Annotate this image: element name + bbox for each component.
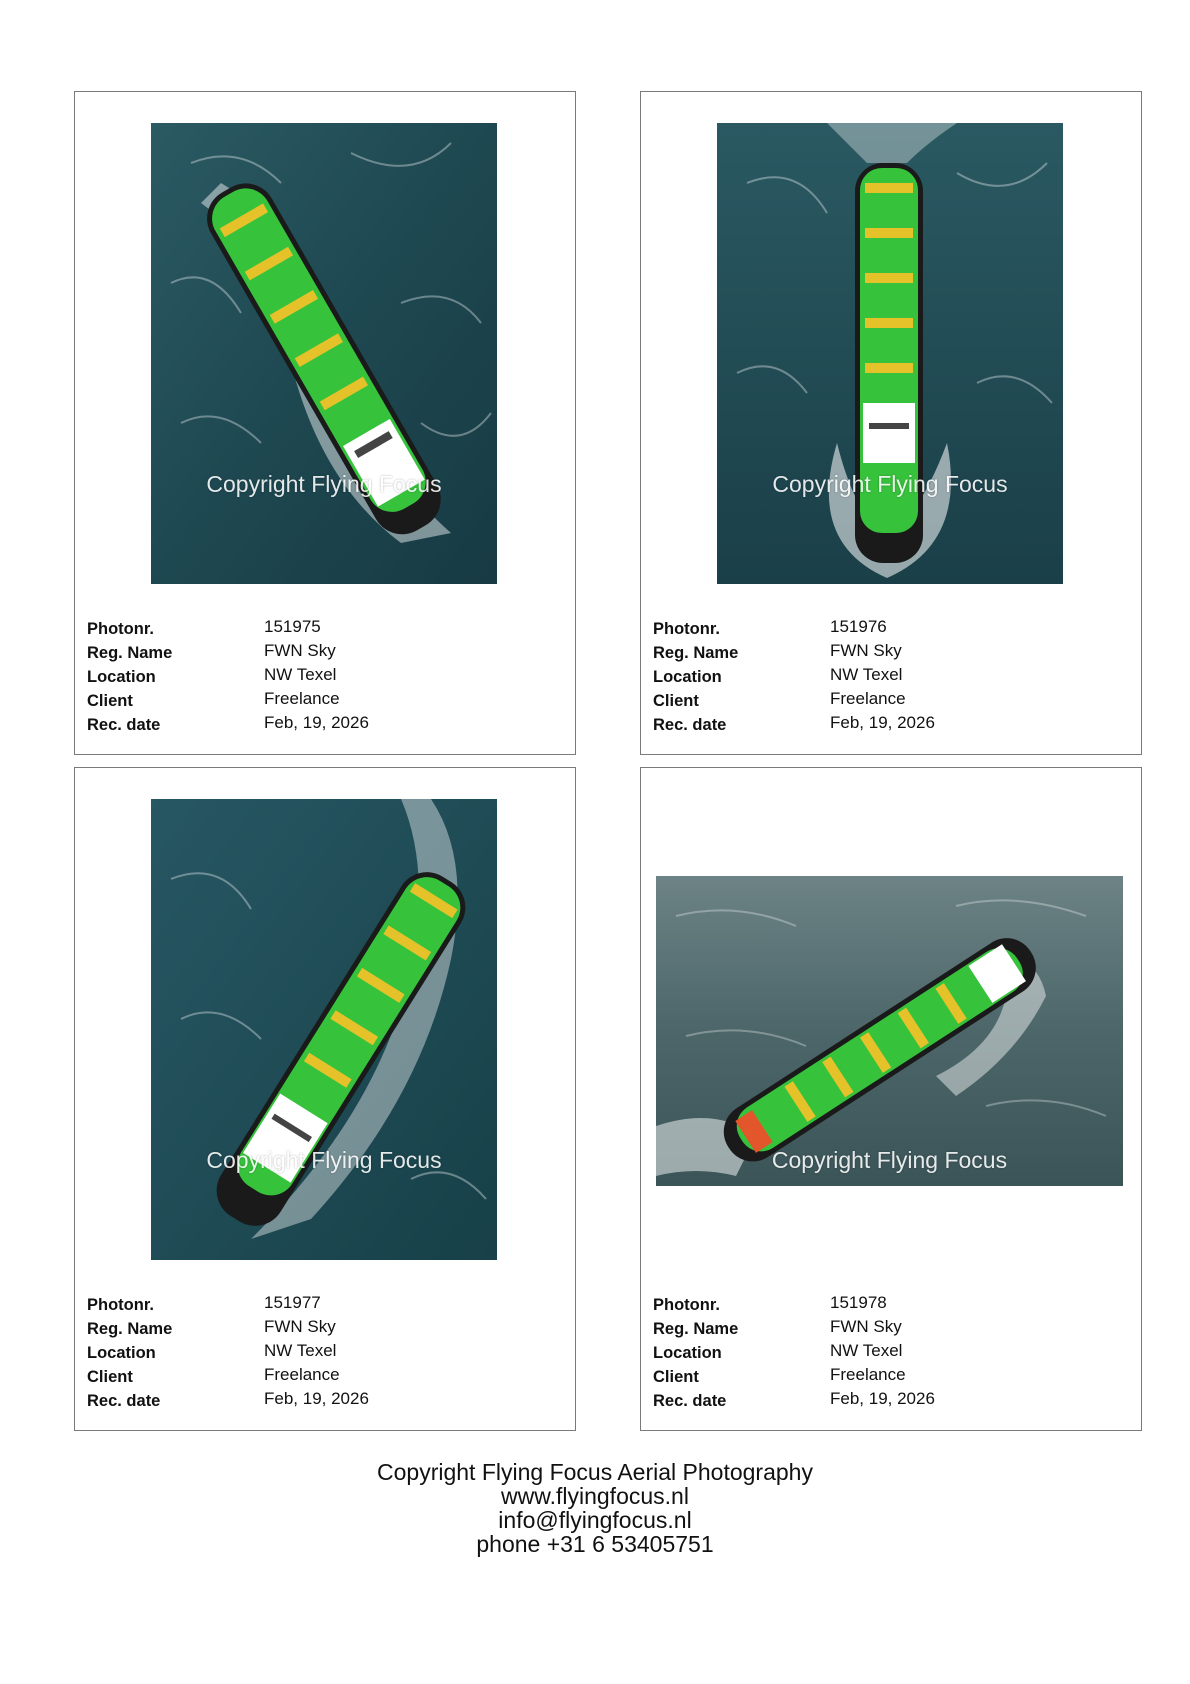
ship-photo-image bbox=[656, 876, 1123, 1186]
copyright-watermark: Copyright Flying Focus bbox=[206, 471, 442, 497]
photo-card-1 bbox=[74, 91, 576, 755]
value-photonr: 151975 bbox=[264, 617, 321, 636]
ship-photo[interactable] bbox=[717, 123, 1063, 584]
photo-metadata bbox=[87, 1293, 557, 1413]
label-rec-date: Rec. date bbox=[87, 716, 161, 734]
footer-email-link[interactable]: info@flyingfocus.nl bbox=[498, 1507, 692, 1533]
photo-card-4 bbox=[640, 767, 1142, 1431]
copyright-watermark: Copyright Flying Focus bbox=[772, 471, 1008, 497]
label-client: Client bbox=[87, 692, 133, 710]
photo-metadata bbox=[653, 617, 1123, 737]
value-reg-name: FWN Sky bbox=[264, 641, 336, 660]
label-client: Client bbox=[653, 1368, 699, 1386]
copyright-watermark: Copyright Flying Focus bbox=[206, 1147, 442, 1173]
value-rec-date: Feb, 19, 2026 bbox=[830, 1389, 935, 1408]
label-rec-date: Rec. date bbox=[653, 1392, 727, 1410]
value-client: Freelance bbox=[830, 1365, 906, 1384]
value-reg-name: FWN Sky bbox=[830, 641, 902, 660]
footer-copyright: Copyright Flying Focus Aerial Photography bbox=[377, 1459, 813, 1485]
ship-photo[interactable] bbox=[151, 799, 497, 1260]
value-photonr: 151978 bbox=[830, 1293, 887, 1312]
value-rec-date: Feb, 19, 2026 bbox=[830, 713, 935, 732]
label-reg-name: Reg. Name bbox=[653, 1320, 739, 1338]
label-reg-name: Reg. Name bbox=[653, 644, 739, 662]
value-rec-date: Feb, 19, 2026 bbox=[264, 713, 369, 732]
ship-photo-image bbox=[717, 123, 1063, 584]
contact-footer bbox=[0, 1460, 1190, 1556]
ship-photo[interactable] bbox=[656, 876, 1123, 1186]
label-photonr: Photonr. bbox=[87, 620, 154, 638]
value-photonr: 151976 bbox=[830, 617, 887, 636]
photo-metadata bbox=[653, 1293, 1123, 1413]
label-reg-name: Reg. Name bbox=[87, 644, 173, 662]
label-photonr: Photonr. bbox=[653, 1296, 720, 1314]
footer-phone: phone +31 6 53405751 bbox=[476, 1531, 714, 1557]
label-location: Location bbox=[87, 668, 156, 686]
value-reg-name: FWN Sky bbox=[264, 1317, 336, 1336]
value-client: Freelance bbox=[264, 689, 340, 708]
label-rec-date: Rec. date bbox=[87, 1392, 161, 1410]
label-location: Location bbox=[87, 1344, 156, 1362]
ship-photo[interactable] bbox=[151, 123, 497, 584]
photo-card-2 bbox=[640, 91, 1142, 755]
label-photonr: Photonr. bbox=[87, 1296, 154, 1314]
value-location: NW Texel bbox=[830, 665, 903, 684]
label-client: Client bbox=[87, 1368, 133, 1386]
ship-photo-image bbox=[151, 799, 497, 1260]
value-client: Freelance bbox=[830, 689, 906, 708]
label-photonr: Photonr. bbox=[653, 620, 720, 638]
value-client: Freelance bbox=[264, 1365, 340, 1384]
value-location: NW Texel bbox=[264, 665, 337, 684]
photo-card-3 bbox=[74, 767, 576, 1431]
label-location: Location bbox=[653, 1344, 722, 1362]
label-reg-name: Reg. Name bbox=[87, 1320, 173, 1338]
value-location: NW Texel bbox=[264, 1341, 337, 1360]
footer-website-link[interactable]: www.flyingfocus.nl bbox=[501, 1483, 689, 1509]
label-client: Client bbox=[653, 692, 699, 710]
label-location: Location bbox=[653, 668, 722, 686]
label-rec-date: Rec. date bbox=[653, 716, 727, 734]
value-photonr: 151977 bbox=[264, 1293, 321, 1312]
copyright-watermark: Copyright Flying Focus bbox=[771, 1147, 1008, 1173]
value-location: NW Texel bbox=[830, 1341, 903, 1360]
value-reg-name: FWN Sky bbox=[830, 1317, 902, 1336]
photo-metadata bbox=[87, 617, 557, 737]
value-rec-date: Feb, 19, 2026 bbox=[264, 1389, 369, 1408]
ship-photo-image bbox=[151, 123, 497, 584]
